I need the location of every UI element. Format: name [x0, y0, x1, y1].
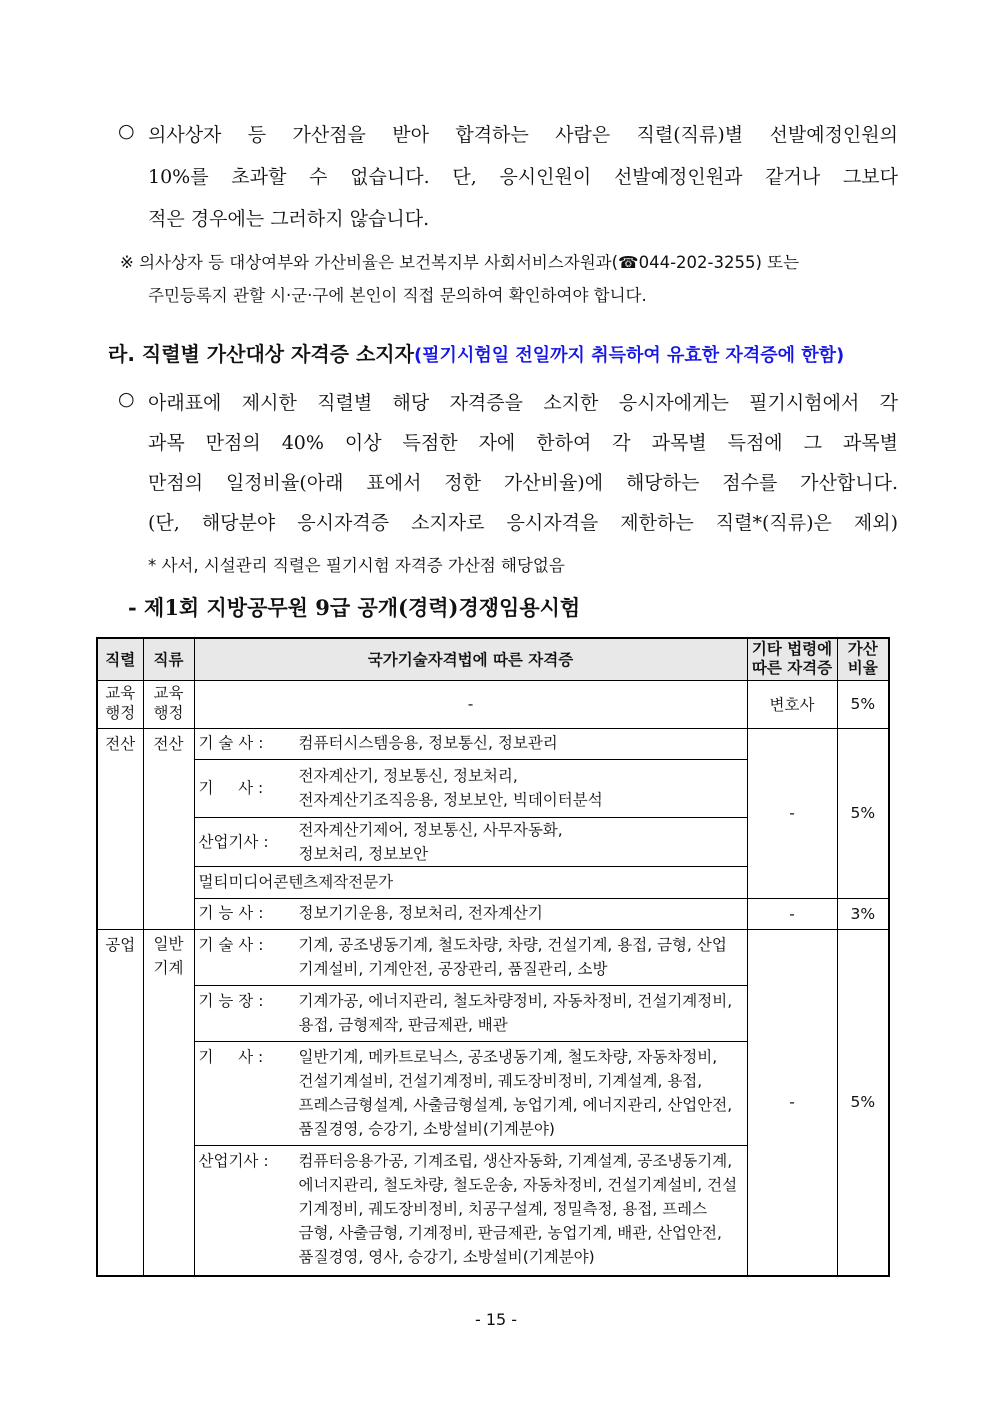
paragraph-bonus-limit	[118, 120, 898, 230]
cert-grade-label: 기 능 장 :	[198, 991, 264, 1010]
cert-list: 금형, 사출금형, 기계정비, 판금제관, 농업기계, 배관, 산업안전,	[298, 1223, 722, 1242]
cell-cert-engineer	[194, 759, 747, 817]
paragraph-certificate-bonus	[118, 388, 898, 538]
cert-list: 품질경영, 승강기, 소방설비(기계분야)	[298, 1119, 555, 1138]
cell-rate: 3%	[837, 898, 889, 929]
cell-cert-master-craftsman	[194, 985, 747, 1041]
paragraph-line: 10%를 초과할 수 없습니다. 단, 응시인원이 선발예정인원과 같거나 그보다	[148, 166, 898, 188]
paragraph-line: 의사상자 등 가산점을 받아 합격하는 사람은 직렬(직류)별 선발예정인원의	[148, 124, 898, 146]
cell-other-cert: -	[747, 929, 837, 1276]
cert-list: 에너지관리, 철도차량, 철도운송, 자동차정비, 건설기계설비, 건설	[298, 1175, 738, 1194]
cert-list: 기계가공, 에너지관리, 철도차량정비, 자동차정비, 건설기계정비,	[298, 991, 733, 1010]
cell-other-cert: -	[747, 898, 837, 929]
certificate-table	[96, 637, 890, 1277]
section-title: 라. 직렬별 가산대상 자격증 소지자	[108, 342, 414, 366]
header-jikryu: 직류	[143, 638, 194, 680]
cert-list: 용접, 금형제작, 판금제관, 배관	[298, 1015, 508, 1034]
cell-rate: 5%	[837, 728, 889, 898]
cell-text: 교육	[105, 683, 136, 702]
cert-grade-label: 산업기사 :	[198, 1151, 269, 1170]
note-exclusion: * 사서, 시설관리 직렬은 필기시험 자격증 가산점 해당없음	[148, 556, 565, 575]
cert-list: 전자계산기제어, 정보통신, 사무자동화,	[298, 820, 563, 839]
paragraph-line: (단, 해당분야 응시자격증 소지자로 응시자격을 제한하는 직렬*(직류)은 제외)	[148, 512, 898, 534]
cert-list: 컴퓨터시스템응용, 정보통신, 정보관리	[298, 733, 558, 752]
note-inquiry-line1: ※ 의사상자 등 대상여부와 가산비율은 보건복지부 사회서비스자원과(☎044-202-3255) 또는	[120, 253, 800, 272]
cell-jikryeol: 공업	[97, 929, 143, 1276]
section-heading	[108, 338, 844, 367]
header-national-cert: 국가기술자격법에 따른 자격증	[194, 638, 747, 680]
section-highlight: (필기시험일 전일까지 취득하여 유효한 자격증에 한함)	[413, 345, 845, 366]
cert-list: 일반기계, 메카트로닉스, 공조냉동기계, 철도차량, 자동차정비,	[298, 1047, 718, 1066]
cert-list: 전자계산기조직응용, 정보보안, 빅데이터분석	[298, 790, 603, 809]
cell-jikryeol	[97, 680, 143, 728]
cert-list: 전자계산기, 정보통신, 정보처리,	[298, 766, 518, 785]
cert-list: 정보처리, 정보보안	[298, 844, 429, 863]
cert-list: 프레스금형설계, 사출금형설계, 농업기계, 에너지관리, 산업안전,	[298, 1095, 733, 1114]
cell-cert-multimedia	[194, 866, 747, 898]
paragraph-line: 만점의 일정비율(아래 표에서 정한 가산비율)에 해당하는 점수를 가산합니다.	[148, 472, 898, 494]
cell-text: 일반	[153, 934, 184, 953]
cert-list: 건설기계설비, 건설기계정비, 궤도장비정비, 기계설계, 용접,	[298, 1071, 703, 1090]
cert-list: 기계설비, 기계안전, 공장관리, 품질관리, 소방	[298, 959, 608, 978]
cell-text: 기계	[153, 958, 184, 977]
cell-jikryu	[143, 929, 194, 1276]
table-header-row	[97, 638, 889, 680]
cert-list: 멀티미디어콘텐츠제작전문가	[198, 872, 394, 891]
cell-jikryu: 전산	[143, 728, 194, 929]
cell-cert-craftsman	[194, 898, 747, 929]
header-rate-l1: 가산	[847, 640, 878, 659]
table-row-education	[97, 680, 889, 728]
cell-text: 행정	[153, 703, 184, 722]
cert-grade-label: 산업기사 :	[198, 832, 269, 851]
cert-grade-label: 기 능 사 :	[198, 903, 264, 922]
header-other-cert	[747, 638, 837, 680]
cell-other-cert: 변호사	[747, 680, 837, 728]
header-other-cert-l1: 기타 법령에	[751, 640, 833, 659]
cell-rate: 5%	[837, 929, 889, 1276]
circle-bullet: ○	[118, 388, 135, 410]
table-row-it	[97, 728, 889, 759]
paragraph-line: 과목 만점의 40% 이상 득점한 자에 한하여 각 과목별 득점에 그 과목별	[148, 432, 898, 454]
cert-list: 정보기기운용, 정보처리, 전자계산기	[298, 903, 543, 922]
cell-national-cert: -	[194, 680, 747, 728]
cell-cert-engineer	[194, 1041, 747, 1145]
cell-other-cert: -	[747, 728, 837, 898]
cell-text: 교육	[153, 683, 184, 702]
cell-text: 행정	[105, 703, 136, 722]
header-other-cert-l2: 따른 자격증	[751, 659, 833, 678]
note-inquiry-line2: 주민등록지 관할 시·군·구에 본인이 직접 문의하여 확인하여야 합니다.	[148, 286, 647, 305]
cert-list: 컴퓨터응용가공, 기계조립, 생산자동화, 기계설계, 공조냉동기계,	[298, 1151, 733, 1170]
header-jikryeol: 직렬	[97, 638, 143, 680]
cell-jikryeol: 전산	[97, 728, 143, 929]
cert-grade-label: 기 사 :	[198, 1047, 264, 1066]
header-rate	[837, 638, 889, 680]
cell-cert-engineer-pro	[194, 728, 747, 759]
cert-grade-label: 기 사 :	[198, 778, 264, 797]
cell-cert-engineer-pro	[194, 929, 747, 985]
header-rate-l2: 비율	[847, 659, 878, 678]
cell-cert-industrial-engineer	[194, 1145, 747, 1276]
page-number: - 15 -	[474, 1310, 518, 1329]
cert-grade-label: 기 술 사 :	[198, 733, 264, 752]
cert-grade-label: 기 술 사 :	[198, 935, 264, 954]
circle-bullet: ○	[118, 120, 135, 142]
table-row-it	[97, 898, 889, 929]
cell-rate: 5%	[837, 680, 889, 728]
cert-list: 기계, 공조냉동기계, 철도차량, 차량, 건설기계, 용접, 금형, 산업	[298, 935, 727, 954]
paragraph-line: 적은 경우에는 그러하지 않습니다.	[148, 208, 430, 230]
cert-list: 기계정비, 궤도장비정비, 치공구설계, 정밀측정, 용접, 프레스	[298, 1199, 708, 1218]
cell-jikryu	[143, 680, 194, 728]
paragraph-line: 아래표에 제시한 직렬별 해당 자격증을 소지한 응시자에게는 필기시험에서 각	[148, 392, 898, 414]
table-row-mechanical	[97, 929, 889, 985]
cert-list: 품질경영, 영사, 승강기, 소방설비(기계분야)	[298, 1247, 595, 1266]
cell-cert-industrial-engineer	[194, 817, 747, 866]
exam-subheading: - 제1회 지방공무원 9급 공개(경력)경쟁임용시험	[128, 595, 581, 620]
